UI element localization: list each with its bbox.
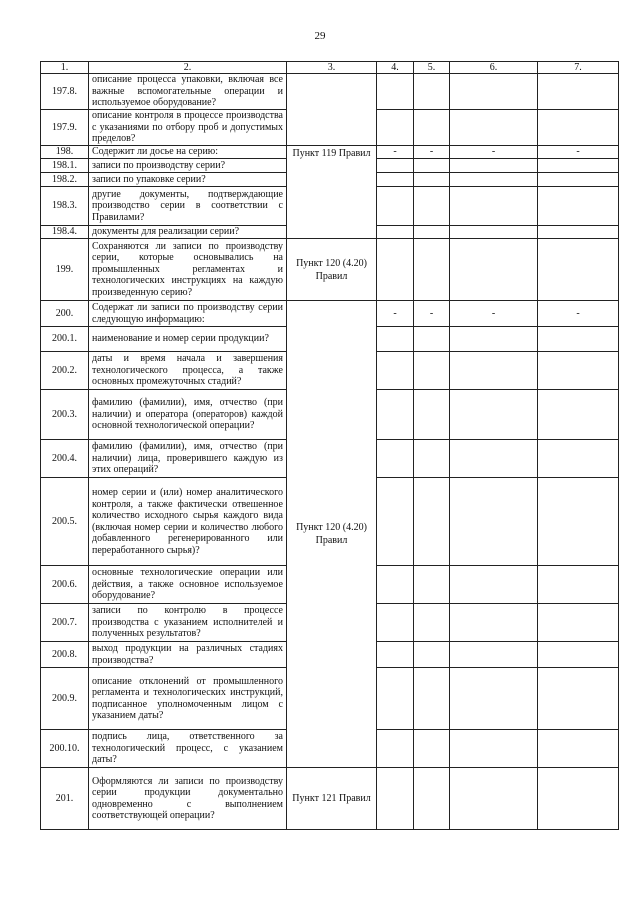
header-col-1: 1. [41, 62, 89, 74]
answer-cell[interactable] [450, 604, 538, 642]
dash-mark: - [377, 146, 414, 159]
item-number: 197.9. [41, 110, 89, 146]
answer-cell[interactable] [538, 226, 619, 239]
item-question: Содержат ли записи по производству серии следующую информацию: [89, 301, 287, 327]
item-question: другие документы, подтверждающие производство серии в соответствии с Правилами? [89, 187, 287, 226]
answer-cell[interactable] [538, 187, 619, 226]
answer-cell[interactable] [450, 730, 538, 768]
answer-cell[interactable] [538, 327, 619, 352]
table-row [41, 146, 619, 159]
header-col-2: 2. [89, 62, 287, 74]
table-row [41, 768, 619, 830]
checklist-table [40, 61, 619, 830]
answer-cell[interactable] [414, 327, 450, 352]
answer-cell[interactable] [538, 173, 619, 187]
dash-mark: - [538, 146, 619, 159]
item-question: записи по упаковке серии? [89, 173, 287, 187]
answer-cell[interactable] [414, 187, 450, 226]
answer-cell[interactable] [377, 478, 414, 566]
item-question: даты и время начала и завершения технологического процесса, а также основных промежуточных стадий? [89, 352, 287, 390]
item-question: описание отклонений от промышленного регламента и технологических инструкций, подписанное уполномоченным лицом с указанием даты? [89, 668, 287, 730]
answer-cell[interactable] [414, 642, 450, 668]
answer-cell[interactable] [450, 159, 538, 173]
answer-cell[interactable] [414, 566, 450, 604]
item-question: подпись лица, ответственного за технологический процесс, с указанием даты? [89, 730, 287, 768]
dash-mark: - [377, 301, 414, 327]
answer-cell[interactable] [538, 478, 619, 566]
item-question: описание процесса упаковки, включая все важные вспомогательные операции и используемое оборудование? [89, 74, 287, 110]
header-col-6: 6. [450, 62, 538, 74]
header-col-4: 4. [377, 62, 414, 74]
answer-cell[interactable] [377, 730, 414, 768]
answer-cell[interactable] [377, 187, 414, 226]
answer-cell[interactable] [538, 110, 619, 146]
answer-cell[interactable] [538, 239, 619, 301]
answer-cell[interactable] [414, 110, 450, 146]
answer-cell[interactable] [450, 390, 538, 440]
answer-cell[interactable] [538, 159, 619, 173]
reference-cell: Пункт 120 (4.20) Правил [287, 301, 377, 768]
answer-cell[interactable] [414, 352, 450, 390]
dash-mark: - [414, 301, 450, 327]
answer-cell[interactable] [538, 352, 619, 390]
answer-cell[interactable] [450, 668, 538, 730]
page-number: 29 [314, 30, 326, 42]
answer-cell[interactable] [450, 74, 538, 110]
answer-cell[interactable] [377, 159, 414, 173]
answer-cell[interactable] [377, 604, 414, 642]
dash-mark: - [450, 146, 538, 159]
item-number: 200.6. [41, 566, 89, 604]
item-number: 200.5. [41, 478, 89, 566]
item-question: документы для реализации серии? [89, 226, 287, 239]
table-row [41, 239, 619, 301]
table-row [41, 301, 619, 327]
reference-cell-empty [287, 74, 377, 146]
reference-cell: Пункт 121 Правил [287, 768, 377, 830]
item-number: 197.8. [41, 74, 89, 110]
answer-cell[interactable] [414, 668, 450, 730]
answer-cell[interactable] [538, 668, 619, 730]
item-question: фамилию (фамилии), имя, отчество (при наличии) лица, проверившего каждую из этих операций? [89, 440, 287, 478]
item-question: Сохраняются ли записи по производству серии, которые основывались на промышленных регламентах и технологических инструкциях на каждую произведенную серию? [89, 239, 287, 301]
answer-cell[interactable] [538, 390, 619, 440]
answer-cell[interactable] [377, 327, 414, 352]
answer-cell[interactable] [538, 768, 619, 830]
item-number: 200.1. [41, 327, 89, 352]
header-row [41, 62, 619, 74]
answer-cell[interactable] [450, 352, 538, 390]
item-number: 198.1. [41, 159, 89, 173]
answer-cell[interactable] [450, 187, 538, 226]
answer-cell[interactable] [414, 768, 450, 830]
item-question: Содержит ли досье на серию: [89, 146, 287, 159]
dash-mark: - [538, 301, 619, 327]
answer-cell[interactable] [450, 566, 538, 604]
answer-cell[interactable] [377, 668, 414, 730]
dash-mark: - [450, 301, 538, 327]
item-number: 200. [41, 301, 89, 327]
item-number: 198.3. [41, 187, 89, 226]
answer-cell[interactable] [450, 226, 538, 239]
header-col-5: 5. [414, 62, 450, 74]
answer-cell[interactable] [377, 440, 414, 478]
item-question: описание контроля в процессе производства с указаниями по отбору проб и допустимых пределов? [89, 110, 287, 146]
answer-cell[interactable] [377, 239, 414, 301]
item-number: 198.4. [41, 226, 89, 239]
item-number: 200.3. [41, 390, 89, 440]
item-question: фамилию (фамилии), имя, отчество (при наличии) и оператора (операторов) каждой основной технологической операции? [89, 390, 287, 440]
item-number: 200.4. [41, 440, 89, 478]
item-question: наименование и номер серии продукции? [89, 327, 287, 352]
answer-cell[interactable] [538, 642, 619, 668]
answer-cell[interactable] [377, 110, 414, 146]
header-col-3: 3. [287, 62, 377, 74]
answer-cell[interactable] [450, 642, 538, 668]
answer-cell[interactable] [538, 730, 619, 768]
table-row [41, 74, 619, 110]
item-question: номер серии и (или) номер аналитического контроля, а также фактически отвешенное количество исходного сырья каждого вида (включая номер серии и количество любого добавленного регенерированного или переработанного сырья)? [89, 478, 287, 566]
item-number: 200.2. [41, 352, 89, 390]
answer-cell[interactable] [414, 173, 450, 187]
answer-cell[interactable] [377, 226, 414, 239]
answer-cell[interactable] [414, 390, 450, 440]
dash-mark: - [414, 146, 450, 159]
item-question: записи по производству серии? [89, 159, 287, 173]
item-number: 200.9. [41, 668, 89, 730]
item-number: 200.10. [41, 730, 89, 768]
answer-cell[interactable] [377, 173, 414, 187]
item-question: записи по контролю в процессе производства с указанием исполнителей и полученных результатов? [89, 604, 287, 642]
answer-cell[interactable] [414, 239, 450, 301]
item-number: 201. [41, 768, 89, 830]
answer-cell[interactable] [414, 159, 450, 173]
answer-cell[interactable] [450, 327, 538, 352]
item-number: 198. [41, 146, 89, 159]
item-number: 200.8. [41, 642, 89, 668]
answer-cell[interactable] [450, 110, 538, 146]
item-question: основные технологические операции или действия, а также основное используемое оборудование? [89, 566, 287, 604]
answer-cell[interactable] [450, 768, 538, 830]
answer-cell[interactable] [538, 74, 619, 110]
answer-cell[interactable] [414, 440, 450, 478]
answer-cell[interactable] [450, 239, 538, 301]
reference-cell: Пункт 120 (4.20) Правил [287, 239, 377, 301]
answer-cell[interactable] [538, 440, 619, 478]
item-number: 200.7. [41, 604, 89, 642]
answer-cell[interactable] [450, 478, 538, 566]
item-question: Оформляются ли записи по производству серии продукции документально одновременно с выполнением соответствующей операции? [89, 768, 287, 830]
answer-cell[interactable] [414, 74, 450, 110]
answer-cell[interactable] [377, 74, 414, 110]
item-number: 198.2. [41, 173, 89, 187]
header-col-7: 7. [538, 62, 619, 74]
answer-cell[interactable] [414, 604, 450, 642]
item-question: выход продукции на различных стадиях производства? [89, 642, 287, 668]
answer-cell[interactable] [377, 352, 414, 390]
answer-cell[interactable] [414, 730, 450, 768]
reference-cell: Пункт 119 Правил [287, 146, 377, 239]
answer-cell[interactable] [414, 478, 450, 566]
answer-cell[interactable] [538, 566, 619, 604]
item-number: 199. [41, 239, 89, 301]
answer-cell[interactable] [450, 440, 538, 478]
answer-cell[interactable] [414, 226, 450, 239]
answer-cell[interactable] [450, 173, 538, 187]
answer-cell[interactable] [377, 390, 414, 440]
answer-cell[interactable] [377, 768, 414, 830]
answer-cell[interactable] [538, 604, 619, 642]
answer-cell[interactable] [377, 642, 414, 668]
answer-cell[interactable] [377, 566, 414, 604]
